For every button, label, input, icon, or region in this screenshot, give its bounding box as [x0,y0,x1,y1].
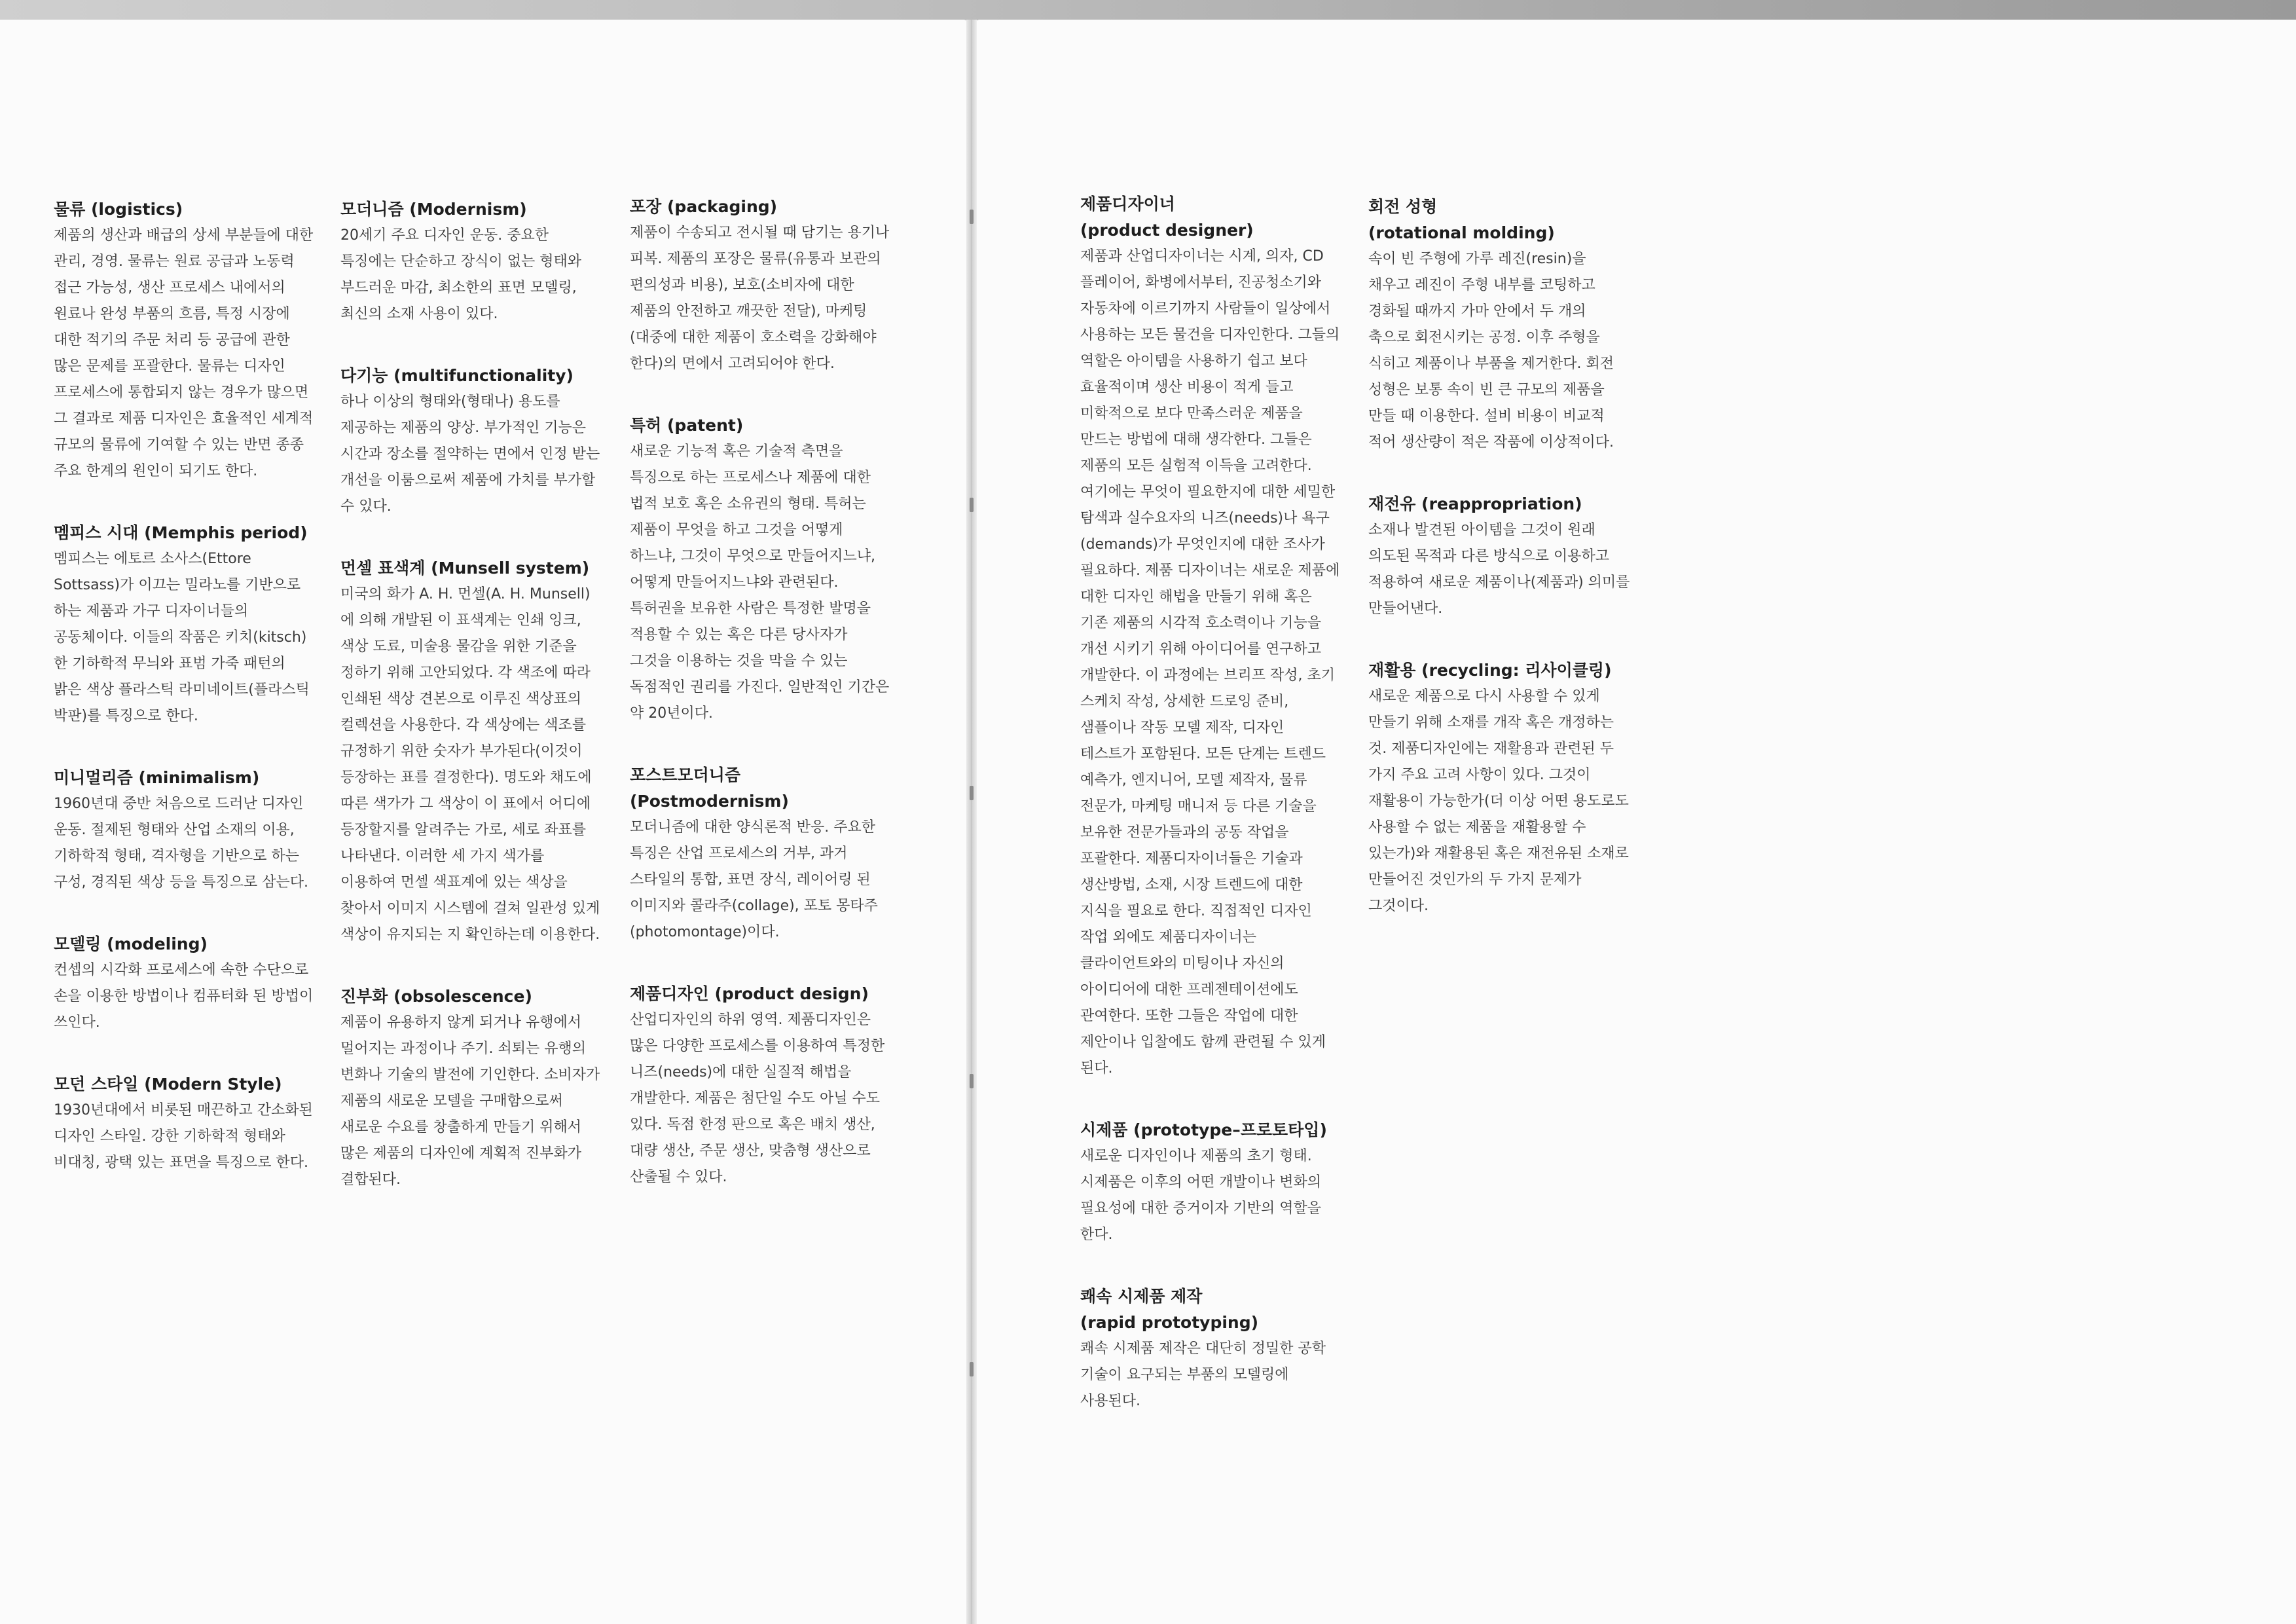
entry-description: 미국의 화가 A. H. 먼셀(A. H. Munsell)에 의해 개발된 이 표색계는 인쇄 잉크, 색상 도료, 미술용 물감을 위한 기준을 정하기 위해 고안되었다. 각 색조에 따라 인쇄된 색상 견본으로 이루진 색상표의 컬렉션을 사용한다. 각 색상에는 색조를 규정하기 위한 숫자가 부가된다(이것이 등장하는 표를 결정한다). 명도와 채도에 따른 색가가 그 색상이 이 표에서 어디에 등장할지를 알려주는 가로, 세로 좌표를 나타낸다. 이러한 세 가지 색가를 이용하여 먼셀 색표계에 있는 색상을 찾아서 이미지 시스템에 걸쳐 일관성 있게 색상이 유지되는 지 확인하는데 이용한다. [340,586,600,943]
entry-term: 물류 (logistics) [54,200,183,219]
glossary-entry [630,762,892,946]
entry-description: 1930년대에서 비롯된 매끈하고 간소화된 디자인 스타일. 강한 기하학적 형태와 비대칭, 광택 있는 표면을 특징으로 한다. [54,1102,313,1171]
entry-term: 포장 (packaging) [630,197,778,216]
right-column-2 [1368,194,1630,955]
entry-description: 제품이 수송되고 전시될 때 담기는 용기나 피복. 제품의 포장은 물류(유통과 보관의 편의성과 비용), 보호(소비자에 대한 제품의 안전하고 깨끗한 전달), 마케팅(대중에 대한 제품이 호소력을 강화해야 한다)의 면에서 고려되어야 한다. [630,225,890,372]
glossary-entry [1368,491,1630,622]
entry-description: 쾌속 시제품 제작은 대단히 정밀한 공학 기술이 요구되는 부품의 모델링에 사용된다. [1080,1340,1326,1409]
entry-description: 1960년대 중반 처음으로 드러난 디자인 운동. 절제된 형태와 산업 소재의 이용, 기하학적 형태, 격자형을 기반으로 하는 구성, 경직된 색상 등을 특징으로 삼는다. [54,796,308,891]
entry-term: 미니멀리즘 (minimalism) [54,768,260,787]
entry-term: 먼셀 표색계 (Munsell system) [340,559,590,578]
entry-description: 하나 이상의 형태와(형태나) 용도를 제공하는 제품의 양상. 부가적인 기능은 시간과 장소를 절약하는 면에서 인정 받는 개선을 이룸으로써 제품에 가치를 부가할 수 있다. [340,394,600,515]
entry-term: 시제품 (prototype–프로토타입) [1080,1120,1327,1139]
glossary-entry [340,984,602,1193]
entry-description: 멤피스는 에토르 소사스(Ettore Sottsass)가 이끄는 밀라노를 기반으로 하는 제품과 가구 디자이너들의 공동체이다. 이들의 작품은 키치(kitsch)한 기하학적 무늬와 표범 가죽 패턴의 밝은 색상 플라스틱 라미네이트(플라스틱 박판)를 특징으로 한다. [54,551,310,724]
entry-term: 재전유 (reappropriation) [1368,494,1582,513]
glossary-entry [54,196,316,485]
entry-term: 제품디자인 (product design) [630,984,869,1003]
entry-description: 새로운 기능적 혹은 기술적 측면을 특징으로 하는 프로세스나 제품에 대한 법적 보호 혹은 소유권의 형태. 특허는 제품이 무엇을 하고 그것을 어떻게 하느냐, 그것이 무엇으로 만들어지느냐, 어떻게 만들어지느냐와 관련된다. 특허권을 보유한 사람은 특정한 발명을 적용할 수 있는 혹은 다른 당사자가 그것을 이용하는 것을 막을 수 있는 독점적인 권리를 가진다. 일반적인 기간은 약 20년이다. [630,443,890,722]
entry-term: 포스트모더니즘 (Postmodernism) [630,766,789,811]
entry-term: 모던 스타일 (Modern Style) [54,1075,282,1094]
glossary-entry [630,194,892,377]
glossary-entry [630,981,892,1190]
scan-top-edge [0,0,2296,22]
glossary-entry [54,765,316,896]
entry-description: 소재나 발견된 아이템을 그것이 원래 의도된 목적과 다른 방식으로 이용하고 적용하여 새로운 제품이나(제품과) 의미를 만들어낸다. [1368,522,1630,617]
entry-term: 특허 (patent) [630,416,744,435]
entry-term: 제품디자이너 (product designer) [1080,194,1254,240]
glossary-entry [340,363,602,520]
entry-description: 제품과 산업디자이너는 시계, 의자, CD 플레이어, 화병에서부터, 진공청소기와 자동차에 이르기까지 사람들이 일상에서 사용하는 모든 물건을 디자인한다. 그들의 역할은 아이템을 사용하기 쉽고 보다 효율적이며 생산 비용이 적게 들고 미학적으로 보다 만족스러운 제품을 만드는 방법에 대해 생각한다. 그들은 제품의 모든 실험적 이득을 고려한다. 여기에는 무엇이 필요한지에 대한 세밀한 탐색과 실수요자의 니즈(needs)나 욕구(demands)가 무엇인지에 대한 조사가 필요하다. 제품 디자이너는 새로운 제품에 대한 디자인 해법을 만들기 위해 혹은 기존 제품의 시각적 호소력이나 기능을 개선 시키기 위해 아이디어를 연구하고 개발한다. 이 과정에는 브리프 작성, 초기 스케치 작성, 상세한 드로잉 준비, 샘플이나 작동 모델 제작, 디자인 테스트가 포함된다. 모든 단계는 트렌드 예측가, 엔지니어, 모델 제작자, 물류 전문가, 마케팅 매니저 등 다른 기술을 보유한 전문가들과의 공동 작업을 포괄한다. 제품디자이너들은 기술과 생산방법, 소재, 시장 트렌드에 대한 지식을 필요로 한다. 직접적인 디자인 작업 외에도 제품디자이너는 클라이언트와의 미팅이나 자신의 아이디어에 대한 프레젠테이션에도 관여한다. 또한 그들은 작업에 대한 제안이나 입찰에도 함께 관련될 수 있게 된다. [1080,248,1340,1077]
entry-description: 속이 빈 주형에 가루 레진(resin)을 채우고 레진이 주형 내부를 코팅하고 경화될 때까지 가마 안에서 두 개의 축으로 회전시키는 공정. 이후 주형을 식히고 제품이나 부품을 제거한다. 회전 성형은 보통 속이 빈 큰 규모의 제품을 만들 때 이용한다. 설비 비용이 비교적 적어 생산량이 적은 작품에 이상적이다. [1368,251,1614,451]
entry-description: 새로운 디자인이나 제품의 초기 형태. 시제품은 이후의 어떤 개발이나 변화의 필요성에 대한 증거이자 기반의 역할을 한다. [1080,1148,1322,1243]
glossary-entry [1080,191,1342,1082]
entry-description: 제품의 생산과 배급의 상세 부분들에 대한 관리, 경영. 물류는 원료 공급과 노동력 접근 가능성, 생산 프로세스 내에서의 원료나 완성 부품의 흐름, 특정 시장에 대한 적기의 주문 처리 등 공급에 관한 많은 문제를 포괄한다. 물류는 디자인 프로세스에 통합되지 않는 경우가 많으면 그 결과로 제품 디자인은 효율적인 세계적 규모의 물류에 기여할 수 있는 반면 종종 주요 한계의 원인이 되기도 한다. [54,227,314,479]
right-column-1 [1080,191,1342,1450]
entry-description: 새로운 제품으로 다시 사용할 수 있게 만들기 위해 소재를 개작 혹은 개정하는 것. 제품디자인에는 재활용과 관련된 두 가지 주요 고려 사항이 있다. 그것이 재활용이 가능한가(더 이상 어떤 용도로도 사용할 수 없는 제품을 재활용할 수 있는가)와 재활용된 혹은 재전유된 소재로 만들어진 것인가의 두 가지 문제가 그것이다. [1368,688,1629,914]
entry-term: 회전 성형 (rotational molding) [1368,197,1555,242]
entry-term: 모델링 (modeling) [54,934,208,953]
glossary-entry [1368,657,1630,919]
entry-term: 쾌속 시제품 제작 (rapid prototyping) [1080,1287,1259,1332]
glossary-entry [340,196,602,327]
entry-description: 제품이 유용하지 않게 되거나 유행에서 멀어지는 과정이나 주기. 쇠퇴는 유행의 변화나 기술의 발전에 기인한다. 소비자가 제품의 새로운 모델을 구매함으로써 새로운 수요를 창출하게 만들기 위해서 많은 제품의 디자인에 계획적 진부화가 결합된다. [340,1014,600,1188]
entry-term: 다기능 (multifunctionality) [340,366,574,385]
entry-term: 진부화 (obsolescence) [340,987,532,1006]
entry-term: 재활용 (recycling: 리사이클링) [1368,661,1612,680]
glossary-entry [1368,194,1630,456]
entry-description: 컨셉의 시각화 프로세스에 속한 수단으로 손을 이용한 방법이나 컴퓨터화 된 방법이 쓰인다. [54,962,314,1031]
entry-description: 산업디자인의 하위 영역. 제품디자인은 많은 다양한 프로세스를 이용하여 특정한 니즈(needs)에 대한 실질적 해법을 개발한다. 제품은 첨단일 수도 아닐 수도 있다. 독점 한정 판으로 혹은 배치 생산, 대량 생산, 주문 생산, 맞춤형 생산으로 산출될 수 있다. [630,1012,885,1185]
glossary-entry [340,555,602,948]
book-gutter [966,20,977,1624]
entry-description: 모더니즘에 대한 양식론적 반응. 주요한 특징은 산업 프로세스의 거부, 과거 스타일의 통합, 표면 장식, 레이어링 된 이미지와 콜라주(collage), 포토 몽타주(photomontage)이다. [630,819,878,940]
glossary-entry [1080,1117,1342,1248]
entry-term: 멤피스 시대 (Memphis period) [54,523,308,542]
glossary-entry [54,931,316,1036]
entry-term: 모더니즘 (Modernism) [340,200,527,219]
left-column-1 [54,196,316,1211]
glossary-entry [54,520,316,729]
left-column-3 [630,194,892,1226]
glossary-entry [54,1071,316,1176]
glossary-entry [630,413,892,727]
left-column-2 [340,196,602,1228]
entry-description: 20세기 주요 디자인 운동. 중요한 특징에는 단순하고 장식이 없는 형태와 부드러운 마감, 최소한의 표면 모델링, 최신의 소재 사용이 있다. [340,227,582,322]
glossary-entry [1080,1283,1342,1414]
